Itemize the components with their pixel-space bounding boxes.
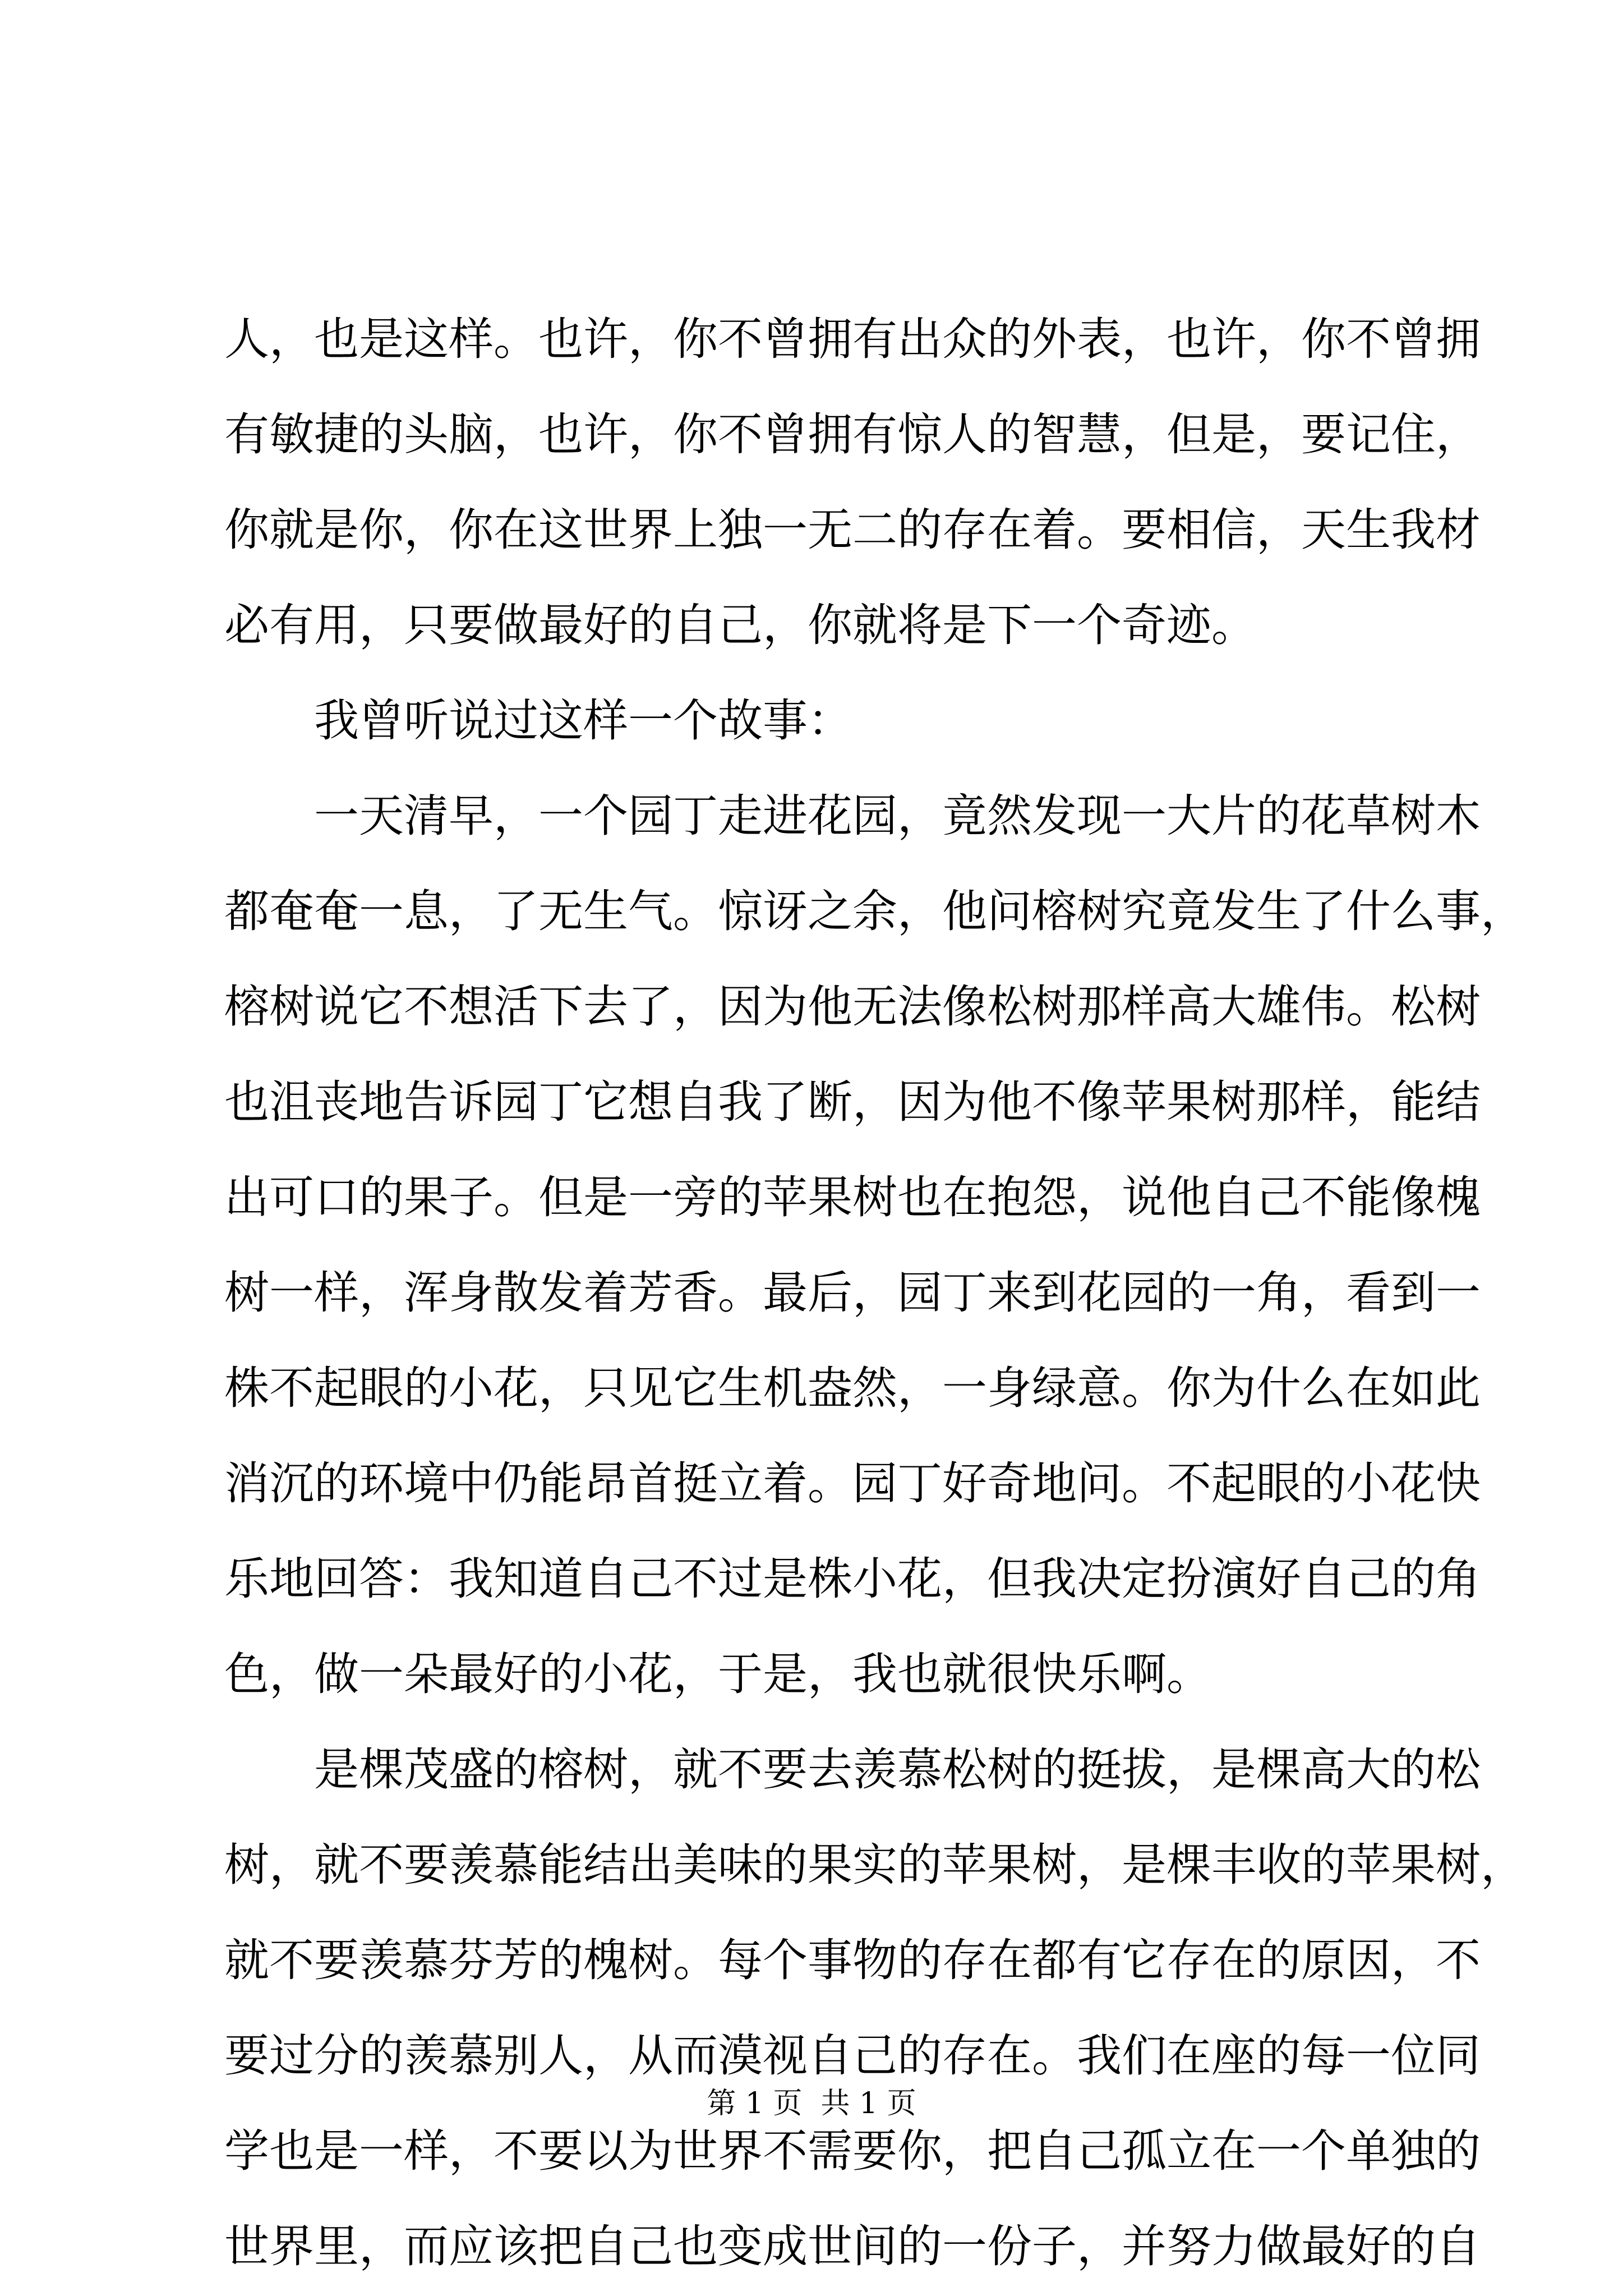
text-line: 消沉的环境中仍能昂首挺立着。园丁好奇地问。不起眼的小花快	[224, 1457, 1481, 1510]
text-line: 乐地回答：我知道自己不过是株小花，但我决定扮演好自己的角	[224, 1553, 1481, 1605]
text-line: 学也是一样，不要以为世界不需要你，把自己孤立在一个单独的	[224, 2125, 1481, 2177]
text-line: 树，就不要羡慕能结出美味的果实的苹果树，是棵丰收的苹果树，	[224, 1839, 1525, 1891]
text-line: 必有用，只要做最好的自己，你就将是下一个奇迹。	[224, 599, 1256, 651]
text-line: 人，也是这样。也许，你不曾拥有出众的外表，也许，你不曾拥	[224, 313, 1481, 365]
text-line: 株不起眼的小花，只见它生机盎然，一身绿意。你为什么在如此	[224, 1362, 1481, 1414]
text-line: 树一样，浑身散发着芳香。最后，园丁来到花园的一角，看到一	[224, 1267, 1481, 1319]
text-line: 也沮丧地告诉园丁它想自我了断，因为他不像苹果树那样，能结	[224, 1076, 1481, 1128]
text-line: 是棵茂盛的榕树，就不要去羡慕松树的挺拔，是棵高大的松	[314, 1743, 1481, 1796]
text-line: 色，做一朵最好的小花，于是，我也就很快乐啊。	[224, 1648, 1211, 1700]
text-line: 你就是你，你在这世界上独一无二的存在着。要相信，天生我材	[224, 504, 1481, 556]
text-line: 就不要羡慕芬芳的槐树。每个事物的存在都有它存在的原因，不	[224, 1934, 1481, 1986]
text-line: 我曾听说过这样一个故事：	[314, 694, 852, 747]
text-line: 榕树说它不想活下去了，因为他无法像松树那样高大雄伟。松树	[224, 981, 1481, 1033]
text-line: 都奄奄一息，了无生气。惊讶之余，他问榕树究竟发生了什么事，	[224, 885, 1525, 937]
text-line: 一天清早，一个园丁走进花园，竟然发现一大片的花草树木	[314, 790, 1481, 842]
text-line: 有敏捷的头脑，也许，你不曾拥有惊人的智慧，但是，要记住，	[224, 408, 1481, 461]
page-number-footer: 第 1 页 共 1 页	[707, 2087, 916, 2120]
document-body	[224, 292, 1525, 2294]
text-line: 出可口的果子。但是一旁的苹果树也在抱怨，说他自己不能像槐	[224, 1171, 1481, 1223]
text-line: 要过分的羡慕别人，从而漠视自己的存在。我们在座的每一位同	[224, 2030, 1481, 2082]
text-line: 世界里，而应该把自己也变成世间的一份子，并努力做最好的自	[224, 2220, 1481, 2272]
